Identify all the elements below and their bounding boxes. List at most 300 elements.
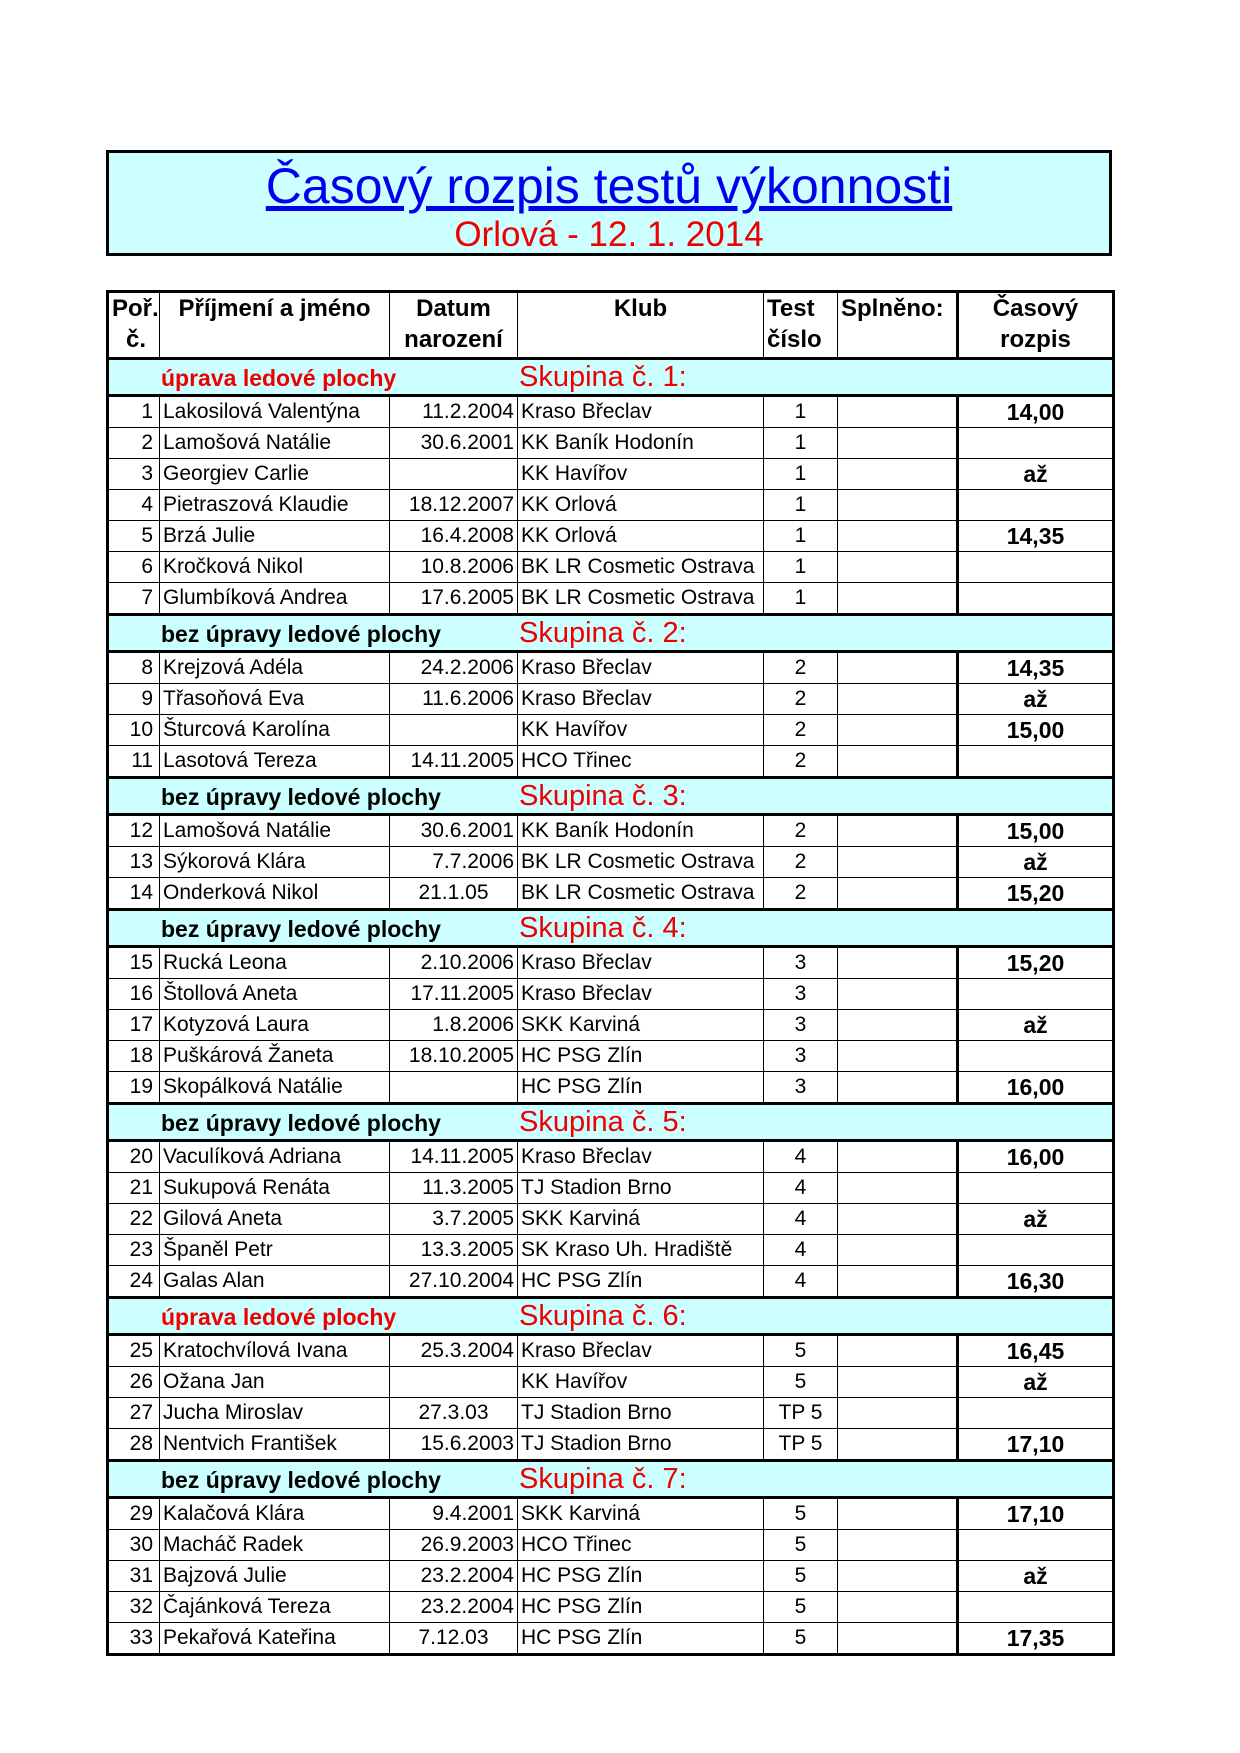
- cell-test-number: 3: [764, 947, 838, 979]
- cell-time-schedule: 16,45: [958, 1335, 1114, 1367]
- cell-time-schedule: [958, 1173, 1114, 1204]
- cell-time-schedule: [958, 428, 1114, 459]
- cell-club: SKK Karviná: [518, 1010, 764, 1041]
- cell-date-of-birth: [390, 715, 518, 746]
- cell-test-number: 4: [764, 1141, 838, 1173]
- cell-test-number: TP 5: [764, 1398, 838, 1429]
- cell-time-schedule: až: [958, 684, 1114, 715]
- table-row: [108, 715, 1114, 746]
- cell-club: HC PSG Zlín: [518, 1561, 764, 1592]
- cell-club: HC PSG Zlín: [518, 1041, 764, 1072]
- cell-time-schedule: 16,00: [958, 1072, 1114, 1104]
- cell-splneno: [838, 1398, 958, 1429]
- header-rozpis-line2: rozpis: [1000, 326, 1071, 353]
- table-row: [108, 490, 1114, 521]
- group-name: Skupina č. 4:: [519, 911, 687, 944]
- group-name: Skupina č. 6:: [519, 1299, 687, 1332]
- cell-order-number: 12: [108, 815, 160, 847]
- cell-date-of-birth: 10.8.2006: [390, 552, 518, 583]
- cell-time-schedule: 14,35: [958, 652, 1114, 684]
- table-row: [108, 1010, 1114, 1041]
- cell-name: Třasoňová Eva: [160, 684, 390, 715]
- table-row: [108, 1429, 1114, 1461]
- header-test-line1: Test: [767, 295, 815, 322]
- cell-test-number: 5: [764, 1561, 838, 1592]
- cell-splneno: [838, 1204, 958, 1235]
- cell-test-number: 1: [764, 490, 838, 521]
- cell-club: KK Havířov: [518, 459, 764, 490]
- cell-time-schedule: [958, 1235, 1114, 1266]
- cell-club: HC PSG Zlín: [518, 1072, 764, 1104]
- cell-time-schedule: [958, 1398, 1114, 1429]
- group-header-cell: [108, 910, 1114, 947]
- cell-name: Glumbíková Andrea: [160, 583, 390, 615]
- cell-date-of-birth: 3.7.2005: [390, 1204, 518, 1235]
- cell-date-of-birth: 18.10.2005: [390, 1041, 518, 1072]
- group-name: Skupina č. 3:: [519, 779, 687, 812]
- cell-name: Lasotová Tereza: [160, 746, 390, 778]
- cell-test-number: 2: [764, 746, 838, 778]
- table-row: [108, 1266, 1114, 1298]
- cell-test-number: 5: [764, 1530, 838, 1561]
- cell-club: HCO Třinec: [518, 746, 764, 778]
- cell-club: Kraso Břeclav: [518, 1141, 764, 1173]
- cell-time-schedule: [958, 1041, 1114, 1072]
- table-row: [108, 847, 1114, 878]
- cell-club: HCO Třinec: [518, 1530, 764, 1561]
- cell-name: Kročková Nikol: [160, 552, 390, 583]
- page-subtitle: Orlová - 12. 1. 2014: [454, 215, 764, 254]
- cell-name: Galas Alan: [160, 1266, 390, 1298]
- cell-splneno: [838, 552, 958, 583]
- cell-club: KK Baník Hodonín: [518, 428, 764, 459]
- group-ice-note: úprava ledové plochy: [161, 1303, 397, 1330]
- cell-test-number: 2: [764, 878, 838, 910]
- table-row: [108, 1398, 1114, 1429]
- cell-splneno: [838, 1429, 958, 1461]
- table-row: [108, 428, 1114, 459]
- cell-name: Kratochvílová Ivana: [160, 1335, 390, 1367]
- cell-order-number: 11: [108, 746, 160, 778]
- cell-club: HC PSG Zlín: [518, 1623, 764, 1655]
- header-rozpis-line1: Časový: [992, 295, 1079, 322]
- cell-club: Kraso Břeclav: [518, 1335, 764, 1367]
- cell-splneno: [838, 947, 958, 979]
- cell-test-number: 5: [764, 1592, 838, 1623]
- cell-date-of-birth: 7.12.03: [390, 1623, 518, 1655]
- cell-name: Sýkorová Klára: [160, 847, 390, 878]
- cell-order-number: 33: [108, 1623, 160, 1655]
- cell-splneno: [838, 521, 958, 552]
- cell-club: TJ Stadion Brno: [518, 1429, 764, 1461]
- table-row: [108, 878, 1114, 910]
- cell-date-of-birth: 30.6.2001: [390, 428, 518, 459]
- cell-splneno: [838, 1592, 958, 1623]
- cell-date-of-birth: 23.2.2004: [390, 1561, 518, 1592]
- cell-name: Pekařová Kateřina: [160, 1623, 390, 1655]
- cell-date-of-birth: [390, 459, 518, 490]
- table-row: [108, 1367, 1114, 1398]
- table-row: [108, 1530, 1114, 1561]
- cell-date-of-birth: 15.6.2003: [390, 1429, 518, 1461]
- table-row: [108, 1498, 1114, 1530]
- cell-name: Šturcová Karolína: [160, 715, 390, 746]
- cell-order-number: 23: [108, 1235, 160, 1266]
- cell-time-schedule: [958, 1592, 1114, 1623]
- header-test: [764, 292, 838, 359]
- header-datum: [390, 292, 518, 359]
- group-ice-note: bez úpravy ledové plochy: [161, 1466, 441, 1493]
- cell-order-number: 22: [108, 1204, 160, 1235]
- cell-test-number: 5: [764, 1335, 838, 1367]
- cell-name: Onderková Nikol: [160, 878, 390, 910]
- cell-test-number: TP 5: [764, 1429, 838, 1461]
- header-splneno: Splněno:: [838, 292, 958, 359]
- cell-club: KK Orlová: [518, 490, 764, 521]
- cell-date-of-birth: 7.7.2006: [390, 847, 518, 878]
- group-header-cell: [108, 1298, 1114, 1335]
- cell-order-number: 3: [108, 459, 160, 490]
- group-ice-note: bez úpravy ledové plochy: [161, 1109, 441, 1136]
- cell-date-of-birth: 21.1.05: [390, 878, 518, 910]
- cell-date-of-birth: 27.10.2004: [390, 1266, 518, 1298]
- cell-name: Bajzová Julie: [160, 1561, 390, 1592]
- page-title: Časový rozpis testů výkonnosti: [265, 158, 953, 214]
- cell-splneno: [838, 979, 958, 1010]
- cell-date-of-birth: 17.6.2005: [390, 583, 518, 615]
- cell-test-number: 4: [764, 1235, 838, 1266]
- cell-order-number: 20: [108, 1141, 160, 1173]
- cell-order-number: 14: [108, 878, 160, 910]
- cell-order-number: 27: [108, 1398, 160, 1429]
- cell-time-schedule: 17,10: [958, 1429, 1114, 1461]
- cell-test-number: 1: [764, 521, 838, 552]
- cell-name: Kalačová Klára: [160, 1498, 390, 1530]
- group-name: Skupina č. 1:: [519, 360, 687, 393]
- group-header-row: [108, 1298, 1114, 1335]
- cell-club: TJ Stadion Brno: [518, 1398, 764, 1429]
- cell-club: KK Baník Hodonín: [518, 815, 764, 847]
- cell-test-number: 2: [764, 815, 838, 847]
- cell-name: Španěl Petr: [160, 1235, 390, 1266]
- cell-name: Skopálková Natálie: [160, 1072, 390, 1104]
- table-row: [108, 815, 1114, 847]
- cell-splneno: [838, 490, 958, 521]
- cell-date-of-birth: 11.2.2004: [390, 396, 518, 428]
- cell-date-of-birth: 26.9.2003: [390, 1530, 518, 1561]
- cell-time-schedule: 17,10: [958, 1498, 1114, 1530]
- header-test-line2: číslo: [767, 326, 822, 353]
- group-name: Skupina č. 2:: [519, 616, 687, 649]
- cell-name: Brzá Julie: [160, 521, 390, 552]
- group-header-cell: [108, 615, 1114, 652]
- cell-order-number: 5: [108, 521, 160, 552]
- cell-splneno: [838, 459, 958, 490]
- cell-order-number: 26: [108, 1367, 160, 1398]
- cell-club: HC PSG Zlín: [518, 1266, 764, 1298]
- cell-splneno: [838, 1266, 958, 1298]
- cell-time-schedule: 17,35: [958, 1623, 1114, 1655]
- cell-order-number: 8: [108, 652, 160, 684]
- cell-date-of-birth: 30.6.2001: [390, 815, 518, 847]
- table-row: [108, 979, 1114, 1010]
- cell-order-number: 30: [108, 1530, 160, 1561]
- cell-name: Kotyzová Laura: [160, 1010, 390, 1041]
- cell-splneno: [838, 746, 958, 778]
- cell-date-of-birth: 11.3.2005: [390, 1173, 518, 1204]
- cell-order-number: 15: [108, 947, 160, 979]
- cell-test-number: 4: [764, 1173, 838, 1204]
- cell-time-schedule: [958, 583, 1114, 615]
- cell-order-number: 13: [108, 847, 160, 878]
- cell-splneno: [838, 1623, 958, 1655]
- group-header-cell: [108, 1104, 1114, 1141]
- cell-date-of-birth: [390, 1072, 518, 1104]
- cell-name: Jucha Miroslav: [160, 1398, 390, 1429]
- cell-time-schedule: 15,20: [958, 947, 1114, 979]
- group-header-cell: [108, 778, 1114, 815]
- cell-time-schedule: až: [958, 1367, 1114, 1398]
- cell-test-number: 1: [764, 428, 838, 459]
- cell-test-number: 2: [764, 715, 838, 746]
- title-box: [106, 150, 1112, 256]
- group-header-row: [108, 910, 1114, 947]
- cell-order-number: 7: [108, 583, 160, 615]
- cell-order-number: 9: [108, 684, 160, 715]
- table-row: [108, 396, 1114, 428]
- cell-test-number: 3: [764, 1072, 838, 1104]
- cell-order-number: 6: [108, 552, 160, 583]
- cell-test-number: 4: [764, 1266, 838, 1298]
- cell-time-schedule: [958, 746, 1114, 778]
- cell-test-number: 5: [764, 1498, 838, 1530]
- cell-splneno: [838, 396, 958, 428]
- table-row: [108, 1173, 1114, 1204]
- table-row: [108, 1335, 1114, 1367]
- cell-order-number: 19: [108, 1072, 160, 1104]
- cell-order-number: 28: [108, 1429, 160, 1461]
- cell-date-of-birth: 25.3.2004: [390, 1335, 518, 1367]
- cell-time-schedule: až: [958, 847, 1114, 878]
- table-row: [108, 1072, 1114, 1104]
- header-por: [108, 292, 160, 359]
- cell-club: Kraso Břeclav: [518, 652, 764, 684]
- group-header-row: [108, 1461, 1114, 1498]
- cell-name: Krejzová Adéla: [160, 652, 390, 684]
- cell-splneno: [838, 1498, 958, 1530]
- group-name: Skupina č. 7:: [519, 1462, 687, 1495]
- cell-splneno: [838, 1173, 958, 1204]
- cell-name: Nentvich František: [160, 1429, 390, 1461]
- cell-time-schedule: 15,00: [958, 715, 1114, 746]
- table-row: [108, 1623, 1114, 1655]
- cell-name: Puškárová Žaneta: [160, 1041, 390, 1072]
- cell-name: Georgiev Carlie: [160, 459, 390, 490]
- header-klub: Klub: [518, 292, 764, 359]
- table-row: [108, 1041, 1114, 1072]
- cell-date-of-birth: 27.3.03: [390, 1398, 518, 1429]
- group-ice-note: úprava ledové plochy: [161, 364, 397, 391]
- cell-date-of-birth: 9.4.2001: [390, 1498, 518, 1530]
- cell-date-of-birth: [390, 1367, 518, 1398]
- table-row: [108, 521, 1114, 552]
- header-datum-line1: Datum: [416, 295, 491, 322]
- cell-test-number: 3: [764, 1041, 838, 1072]
- cell-club: SKK Karviná: [518, 1204, 764, 1235]
- cell-splneno: [838, 583, 958, 615]
- cell-name: Rucká Leona: [160, 947, 390, 979]
- cell-time-schedule: až: [958, 459, 1114, 490]
- cell-club: Kraso Břeclav: [518, 684, 764, 715]
- cell-order-number: 29: [108, 1498, 160, 1530]
- cell-order-number: 17: [108, 1010, 160, 1041]
- cell-order-number: 25: [108, 1335, 160, 1367]
- group-header-cell: [108, 359, 1114, 396]
- cell-time-schedule: až: [958, 1561, 1114, 1592]
- cell-name: Lamošová Natálie: [160, 815, 390, 847]
- cell-club: BK LR Cosmetic Ostrava: [518, 878, 764, 910]
- cell-name: Gilová Aneta: [160, 1204, 390, 1235]
- table-row: [108, 459, 1114, 490]
- cell-splneno: [838, 715, 958, 746]
- cell-order-number: 16: [108, 979, 160, 1010]
- table-row: [108, 1204, 1114, 1235]
- cell-order-number: 31: [108, 1561, 160, 1592]
- group-header-row: [108, 359, 1114, 396]
- table-row: [108, 552, 1114, 583]
- cell-club: Kraso Břeclav: [518, 947, 764, 979]
- cell-name: Sukupová Renáta: [160, 1173, 390, 1204]
- cell-name: Pietraszová Klaudie: [160, 490, 390, 521]
- cell-test-number: 5: [764, 1623, 838, 1655]
- group-name: Skupina č. 5:: [519, 1105, 687, 1138]
- cell-name: Štollová Aneta: [160, 979, 390, 1010]
- cell-splneno: [838, 1530, 958, 1561]
- table-row: [108, 684, 1114, 715]
- cell-order-number: 1: [108, 396, 160, 428]
- cell-splneno: [838, 684, 958, 715]
- cell-splneno: [838, 1072, 958, 1104]
- cell-test-number: 1: [764, 552, 838, 583]
- cell-date-of-birth: 24.2.2006: [390, 652, 518, 684]
- cell-date-of-birth: 11.6.2006: [390, 684, 518, 715]
- cell-date-of-birth: 14.11.2005: [390, 746, 518, 778]
- cell-date-of-birth: 16.4.2008: [390, 521, 518, 552]
- group-header-row: [108, 778, 1114, 815]
- cell-splneno: [838, 847, 958, 878]
- group-header-row: [108, 615, 1114, 652]
- group-ice-note: bez úpravy ledové plochy: [161, 783, 441, 810]
- cell-time-schedule: 15,00: [958, 815, 1114, 847]
- cell-club: BK LR Cosmetic Ostrava: [518, 552, 764, 583]
- cell-club: BK LR Cosmetic Ostrava: [518, 847, 764, 878]
- table-row: [108, 1561, 1114, 1592]
- header-row: [108, 292, 1114, 359]
- cell-date-of-birth: 17.11.2005: [390, 979, 518, 1010]
- cell-name: Lamošová Natálie: [160, 428, 390, 459]
- cell-order-number: 10: [108, 715, 160, 746]
- cell-splneno: [838, 1561, 958, 1592]
- schedule-table: [106, 290, 1115, 1656]
- cell-name: Čajánková Tereza: [160, 1592, 390, 1623]
- cell-splneno: [838, 428, 958, 459]
- cell-club: KK Havířov: [518, 1367, 764, 1398]
- cell-club: HC PSG Zlín: [518, 1592, 764, 1623]
- table-row: [108, 1592, 1114, 1623]
- cell-order-number: 24: [108, 1266, 160, 1298]
- cell-test-number: 2: [764, 847, 838, 878]
- header-name: Příjmení a jméno: [160, 292, 390, 359]
- cell-splneno: [838, 878, 958, 910]
- cell-splneno: [838, 1235, 958, 1266]
- cell-time-schedule: až: [958, 1204, 1114, 1235]
- header-por-line2: č.: [126, 326, 147, 353]
- cell-club: Kraso Břeclav: [518, 396, 764, 428]
- header-rozpis: [958, 292, 1114, 359]
- group-header-cell: [108, 1461, 1114, 1498]
- cell-time-schedule: 14,35: [958, 521, 1114, 552]
- cell-test-number: 5: [764, 1367, 838, 1398]
- cell-order-number: 21: [108, 1173, 160, 1204]
- cell-date-of-birth: 2.10.2006: [390, 947, 518, 979]
- cell-order-number: 18: [108, 1041, 160, 1072]
- cell-test-number: 1: [764, 583, 838, 615]
- cell-test-number: 3: [764, 1010, 838, 1041]
- cell-splneno: [838, 652, 958, 684]
- cell-club: KK Orlová: [518, 521, 764, 552]
- cell-time-schedule: 16,00: [958, 1141, 1114, 1173]
- table-row: [108, 583, 1114, 615]
- cell-club: TJ Stadion Brno: [518, 1173, 764, 1204]
- cell-name: Macháč Radek: [160, 1530, 390, 1561]
- cell-date-of-birth: 1.8.2006: [390, 1010, 518, 1041]
- cell-time-schedule: [958, 490, 1114, 521]
- cell-club: BK LR Cosmetic Ostrava: [518, 583, 764, 615]
- cell-test-number: 1: [764, 396, 838, 428]
- cell-time-schedule: 15,20: [958, 878, 1114, 910]
- cell-club: KK Havířov: [518, 715, 764, 746]
- cell-time-schedule: 16,30: [958, 1266, 1114, 1298]
- cell-splneno: [838, 1335, 958, 1367]
- cell-time-schedule: [958, 1530, 1114, 1561]
- header-por-line1: Poř.: [112, 295, 159, 322]
- cell-test-number: 4: [764, 1204, 838, 1235]
- table-row: [108, 746, 1114, 778]
- cell-name: Lakosilová Valentýna: [160, 396, 390, 428]
- cell-club: SKK Karviná: [518, 1498, 764, 1530]
- header-datum-line2: narození: [404, 326, 503, 353]
- cell-splneno: [838, 1041, 958, 1072]
- cell-test-number: 2: [764, 684, 838, 715]
- cell-splneno: [838, 1367, 958, 1398]
- cell-time-schedule: 14,00: [958, 396, 1114, 428]
- cell-splneno: [838, 815, 958, 847]
- cell-name: Vaculíková Adriana: [160, 1141, 390, 1173]
- cell-time-schedule: [958, 979, 1114, 1010]
- cell-order-number: 4: [108, 490, 160, 521]
- cell-date-of-birth: 18.12.2007: [390, 490, 518, 521]
- table-row: [108, 1141, 1114, 1173]
- cell-test-number: 2: [764, 652, 838, 684]
- cell-order-number: 2: [108, 428, 160, 459]
- cell-order-number: 32: [108, 1592, 160, 1623]
- schedule-body: [108, 359, 1114, 1655]
- table-row: [108, 652, 1114, 684]
- cell-name: Ožana Jan: [160, 1367, 390, 1398]
- table-row: [108, 1235, 1114, 1266]
- cell-time-schedule: [958, 552, 1114, 583]
- group-ice-note: bez úpravy ledové plochy: [161, 915, 441, 942]
